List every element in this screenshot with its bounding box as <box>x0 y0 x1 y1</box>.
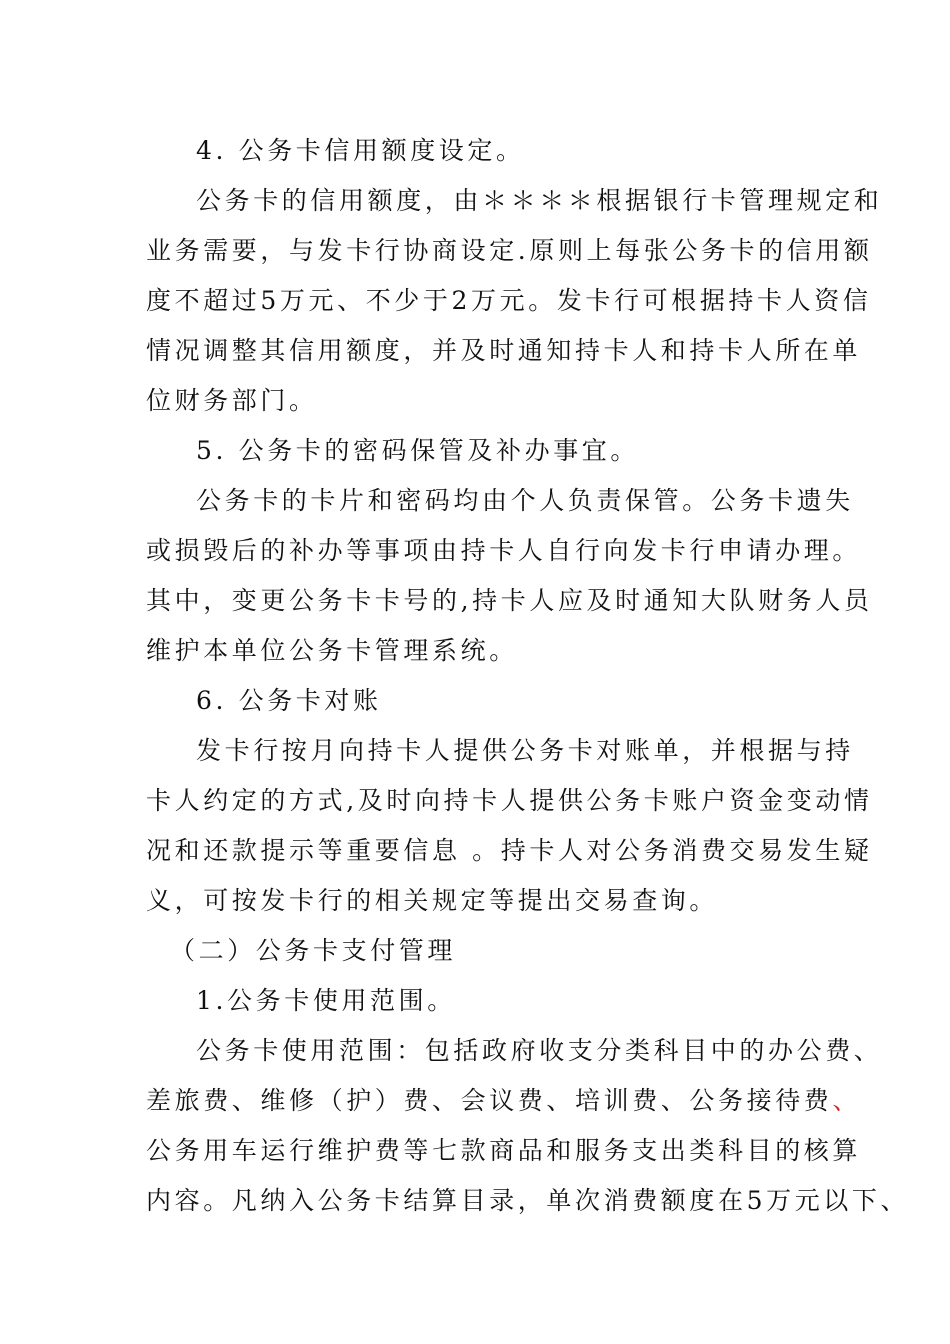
paragraph-line: 业务需要，与发卡行协商设定.原则上每张公务卡的信用额 <box>146 236 873 265</box>
paragraph-line: 其中，变更公务卡卡号的,持卡人应及时通知大队财务人员 <box>146 586 873 615</box>
paragraph-line: 内容。凡纳入公务卡结算目录，单次消费额度在5万元以下、 <box>146 1186 910 1215</box>
paragraph-line: 发卡行按月向持卡人提供公务卡对账单，并根据与持 <box>196 736 854 765</box>
paragraph-line <box>146 1086 861 1116</box>
paragraph-line: 情况调整其信用额度，并及时通知持卡人和持卡人所在单 <box>146 336 862 365</box>
paragraph-line: 公务卡的信用额度，由＊＊＊＊根据银行卡管理规定和 <box>196 186 883 215</box>
paragraph-text: 差旅费、维修（护）费、会议费、培训费、公务接待费 <box>146 1086 833 1115</box>
paragraph-line: 况和还款提示等重要信息 。持卡人对公务消费交易发生疑 <box>146 836 873 865</box>
red-punctuation: 、 <box>832 1086 862 1115</box>
paragraph-line: 卡人约定的方式,及时向持卡人提供公务卡账户资金变动情 <box>146 786 873 815</box>
section-heading: （二）公务卡支付管理 <box>170 936 457 965</box>
paragraph-line: 公务卡使用范围：包括政府收支分类科目中的办公费、 <box>196 1036 883 1065</box>
paragraph-line: 维护本单位公务卡管理系统。 <box>146 636 518 665</box>
heading-4: 4. 公务卡信用额度设定。 <box>196 136 525 165</box>
paragraph-line: 或损毁后的补办等事项由持卡人自行向发卡行申请办理。 <box>146 536 862 565</box>
heading-5: 5. 公务卡的密码保管及补办事宜。 <box>196 436 640 465</box>
paragraph-line: 义，可按发卡行的相关规定等提出交易查询。 <box>146 886 719 915</box>
subheading-1: 1.公务卡使用范围。 <box>196 986 456 1015</box>
paragraph-line: 度不超过5万元、不少于2万元。发卡行可根据持卡人资信 <box>146 286 872 315</box>
heading-6: 6. 公务卡对账 <box>196 686 382 715</box>
paragraph-line: 公务用车运行维护费等七款商品和服务支出类科目的核算 <box>146 1136 862 1165</box>
paragraph-line: 公务卡的卡片和密码均由个人负责保管。公务卡遗失 <box>196 486 854 515</box>
paragraph-line: 位财务部门。 <box>146 386 318 415</box>
